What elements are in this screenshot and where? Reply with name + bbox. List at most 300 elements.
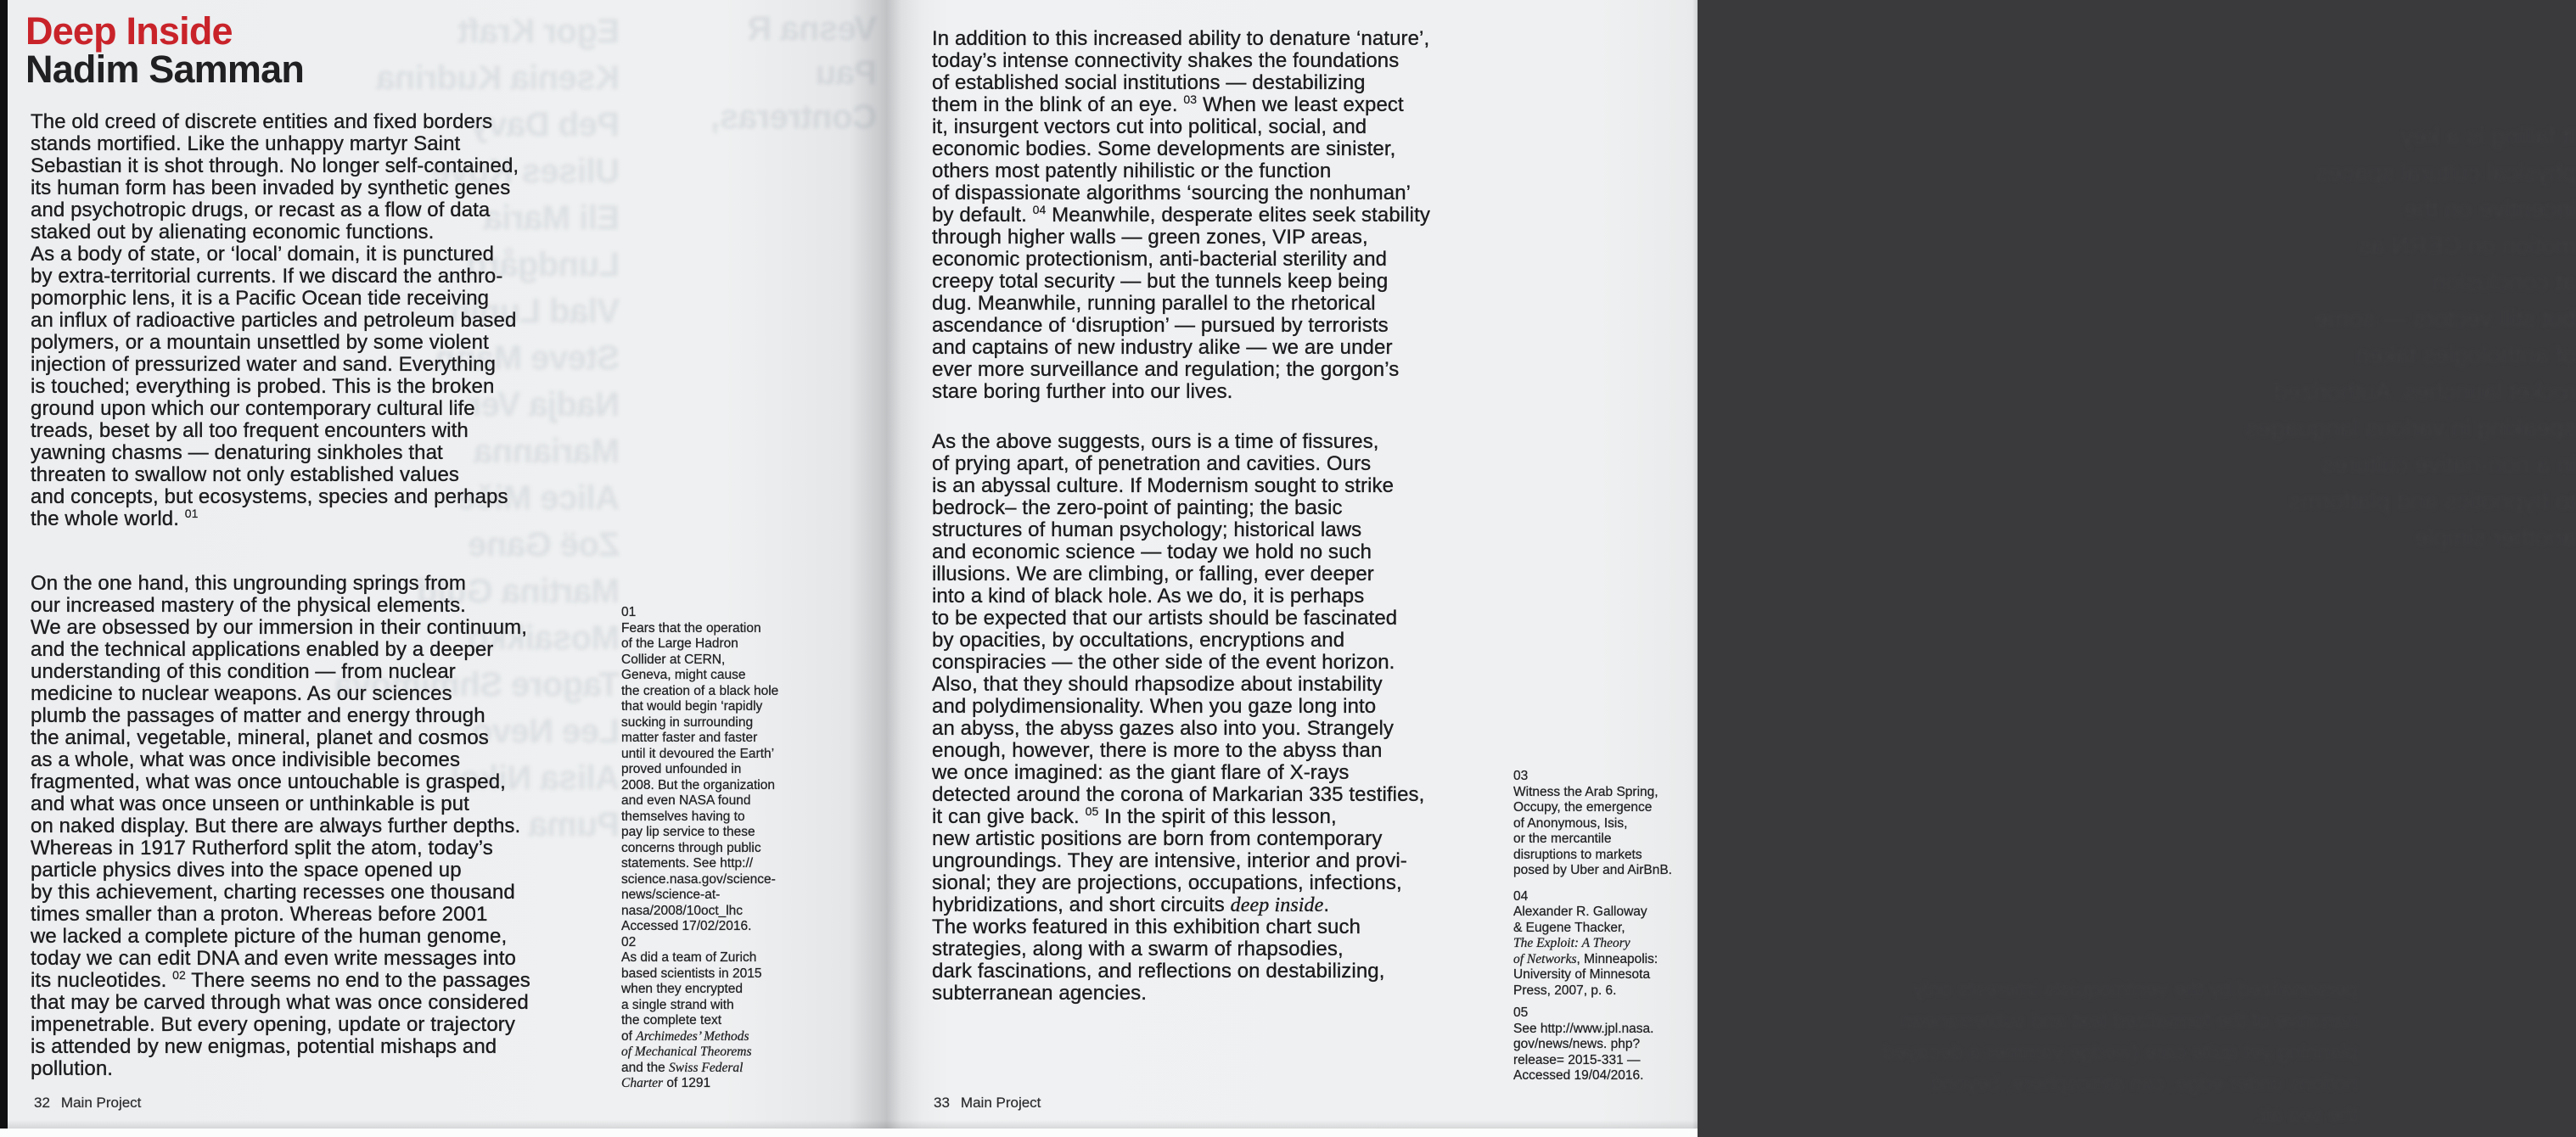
text-line (932, 961, 1509, 983)
text-line (932, 315, 1509, 337)
footnote-reference: 05 (1085, 804, 1099, 818)
text-segment: Steve Mann (435, 339, 620, 377)
text-line (31, 376, 625, 398)
text-line (1513, 905, 1696, 921)
text-line (1513, 1053, 1696, 1069)
text-segment: we lacked a complete picture of the human genome, (31, 925, 508, 948)
text-segment: detected around the corona of Markarian 335 testifies, (932, 783, 1425, 806)
text-line (31, 310, 625, 332)
text-segment: into a kind of black hole. As we do, it is perhaps (932, 585, 1365, 608)
text-segment: Meanwhile, desperate elites seek stability (1046, 204, 1430, 227)
text-line (621, 825, 825, 841)
text-segment: of (621, 1028, 637, 1044)
text-segment: The old creed of discrete entities and fixed borders (31, 110, 493, 133)
text-line (932, 762, 1509, 784)
italic-text: of Networks (1513, 951, 1577, 966)
text-line (31, 486, 625, 508)
text-line (932, 249, 1509, 271)
text-segment: them in the blink of an eye. (932, 93, 1184, 116)
text-line (621, 621, 825, 637)
text-line (932, 359, 1509, 381)
footnote-number: 03 (1513, 769, 1529, 783)
text-segment: economic protectionism, anti-bacterial sterility and (932, 248, 1388, 271)
text-line (31, 860, 625, 882)
text-line (711, 7, 877, 51)
text-line (31, 244, 625, 266)
text-segment: by this achievement, charting recesses one thousand (31, 881, 515, 904)
italic-text: deep inside (1230, 894, 1324, 916)
text-segment: others most patently nihilistic or the function (932, 160, 1332, 182)
text-segment: today’s intense connectivity shakes the foundations (932, 49, 1400, 72)
text-segment: the animal, vegetable, mineral, planet and cosmos (31, 726, 489, 749)
text-segment: impenetrable. But every opening, update or trajectory (31, 1013, 515, 1036)
text-line (31, 661, 625, 683)
text-line (1939, 338, 2576, 374)
text-line (1939, 301, 2576, 338)
body-text-column (932, 28, 1509, 1005)
text-segment: pollution. (31, 1057, 114, 1080)
text-line (621, 1045, 825, 1061)
text-segment: matter faster and faster (621, 731, 758, 745)
text-line (621, 998, 825, 1014)
text-line (621, 966, 825, 983)
text-segment: release= 2015-331 — (1513, 1052, 1641, 1067)
text-line (621, 950, 825, 966)
text-segment: ascendance of ‘disruption’ — pursued by terrorists (932, 314, 1389, 337)
text-segment: illusions. We are climbing, or falling, ever deeper (932, 563, 1374, 585)
text-line (1513, 936, 1696, 952)
scan-edge-bottom (0, 1129, 1698, 1137)
text-line (621, 919, 825, 935)
text-segment: narrative of the formalized text and subterranean (1900, 1009, 2358, 1033)
text-segment: Contreras, (710, 98, 877, 136)
footnote-number: 04 (1513, 888, 1529, 904)
text-line (1513, 1068, 1696, 1084)
text-line (31, 464, 625, 486)
text-segment: physical cultural spaces (2315, 160, 2576, 187)
text-line (932, 850, 1509, 872)
text-line (932, 740, 1509, 762)
footnote-reference: 04 (1032, 203, 1047, 216)
text-line (932, 894, 1509, 916)
text-line (306, 55, 620, 102)
text-segment: Peb Davy (469, 106, 620, 143)
text-segment: as a whole, what was once indivisible becomes (31, 748, 461, 771)
text-segment: Nadja Ver (469, 386, 620, 423)
text-line (1939, 155, 2576, 192)
text-segment: at conclusion (2432, 269, 2576, 296)
text-line (621, 809, 825, 826)
text-segment: the sea air. (2253, 1103, 2358, 1127)
text-segment: and polydimensionality. When you gaze long into (932, 695, 1377, 718)
text-segment: University of Minnesota (1513, 967, 1651, 982)
text-line (1939, 228, 2576, 265)
text-line (932, 585, 1509, 608)
text-segment: we once imagined: as the giant flare of X-rays (932, 761, 1350, 784)
text-line (932, 652, 1509, 674)
text-line (932, 227, 1509, 249)
text-segment: is touched; everything is probed. This is the broken (31, 375, 495, 398)
text-line (31, 904, 625, 926)
text-line (1939, 374, 2576, 411)
footnote-number: 05 (1513, 1005, 1529, 1020)
scan-edge-right (1692, 0, 1698, 1137)
text-line (31, 815, 625, 837)
text-segment: As did a team of Zurich (621, 950, 757, 965)
text-segment: pomorphic lens, it is a Pacific Ocean tide receiving (31, 287, 490, 310)
text-line (932, 497, 1509, 519)
text-line (31, 111, 625, 133)
text-segment: another simple (2414, 524, 2576, 552)
text-line (1513, 863, 1696, 879)
text-segment: Geneva, might cause (621, 668, 746, 682)
italic-text: Archimedes’ Methods (636, 1028, 749, 1044)
text-segment: pay lip service to these (621, 825, 755, 839)
text-line (31, 442, 625, 464)
text-line (621, 715, 825, 731)
text-segment: There seems no end to the passages (185, 969, 530, 992)
text-line (932, 630, 1509, 652)
text-segment: . (1323, 893, 1330, 916)
text-segment: stare boring further into our lives. (932, 380, 1233, 403)
text-line (711, 51, 877, 95)
text-segment: news/science-at- (621, 888, 721, 902)
text-segment: subterranean agencies. (932, 982, 1148, 1005)
text-segment: based scientists in 2015 (621, 966, 762, 981)
text-segment: personalized by the ventriloquists interests only (1913, 977, 2358, 1001)
text-segment: science.nasa.gov/science- (621, 871, 776, 887)
text-line (31, 573, 625, 595)
text-segment: of dispassionate algorithms ‘sourcing the nonhuman’ (932, 182, 1411, 204)
article-title: Deep Inside (25, 9, 233, 53)
footnote-05 (1513, 1005, 1696, 1084)
text-line (1513, 967, 1696, 983)
footnote-02 (621, 935, 825, 1092)
text-segment: and psychotropic drugs, or recast as a flow of data (31, 199, 491, 221)
text-segment: Mosaikko (468, 619, 620, 657)
text-segment: of prying apart, of penetration and cavities. Ours (932, 452, 1372, 475)
text-segment: & Eugene Thacker, (1513, 920, 1625, 935)
text-segment: yawning chasms — denaturing sinkholes that (31, 441, 443, 464)
text-segment: and captains of new industry alike — we are under (932, 336, 1393, 359)
text-segment: sucking in surrounding (621, 714, 754, 730)
text-line (1513, 800, 1696, 816)
text-line (1939, 192, 2576, 228)
text-segment: stands mortified. Like the unhappy martyr Saint (31, 132, 461, 155)
text-line (306, 8, 620, 55)
text-segment: The works featured in this exhibition chart such (932, 916, 1361, 938)
text-segment: themselves having to (621, 809, 745, 824)
page-number: 32 (34, 1095, 50, 1111)
text-segment: the whole world. (31, 507, 185, 530)
text-line (932, 94, 1509, 116)
page-footer (934, 1095, 1041, 1112)
text-segment: motion on CERN as (2358, 232, 2576, 260)
text-line (932, 983, 1509, 1005)
page-left (0, 0, 883, 1137)
text-line (31, 749, 625, 771)
text-segment: until it devoured the Earth’ (621, 746, 775, 761)
text-segment: and economic science — today we hold no such (932, 540, 1372, 563)
text-line (932, 806, 1509, 828)
text-segment: and the (621, 1060, 670, 1075)
footnote-number: 02 (621, 934, 637, 949)
text-line (932, 293, 1509, 315)
text-segment: ground upon which our contemporary cultural life (31, 397, 475, 420)
text-segment: bedrock– the zero-point of painting; the basic (932, 496, 1343, 519)
text-line (932, 563, 1509, 585)
text-segment: its nucleotides. (31, 969, 173, 992)
text-segment: Puma (529, 806, 620, 843)
footnote-column (1513, 769, 1696, 1084)
bleed-through-text (1815, 974, 2358, 1131)
text-segment: plumb the passages of matter and energy through (31, 704, 485, 727)
text-line (621, 888, 825, 904)
text-segment: in a non-native cultures (2321, 451, 2576, 479)
text-segment: structures of human psychology; historical laws (932, 518, 1362, 541)
text-segment: It falling is a key (2400, 123, 2576, 150)
text-segment: of 1291 (663, 1076, 711, 1090)
text-line (932, 784, 1509, 806)
text-segment: of Anonymous, Isis, (1513, 815, 1628, 831)
page-number: 33 (934, 1095, 950, 1111)
text-line (31, 1036, 625, 1058)
text-segment: Whereas in 1917 Rutherford split the atom, today’s (31, 837, 493, 860)
text-segment: rocket launches. Authorized (2273, 378, 2576, 406)
text-segment: the creation of a black hole (621, 683, 779, 698)
text-segment: staked out by alienating economic functions. (31, 221, 435, 244)
text-segment: through higher walls — green zones, VIP areas, (932, 226, 1368, 249)
text-segment: On the one hand, this ungrounding springs from (31, 572, 466, 595)
text-line (621, 778, 825, 794)
text-line (932, 337, 1509, 359)
text-line (1815, 1100, 2358, 1131)
text-line (31, 793, 625, 815)
text-line (932, 938, 1509, 961)
text-segment: gov/news/news. php? (1513, 1037, 1641, 1051)
text-line (621, 684, 825, 700)
bleed-through-text (711, 7, 877, 139)
text-segment: particle physics dives into the space opened up (31, 859, 462, 882)
text-line (1513, 952, 1696, 968)
text-line (31, 221, 625, 244)
text-line (31, 332, 625, 354)
text-segment: our increased mastery of the physical elements. (31, 594, 466, 617)
footnote-text (1513, 785, 1696, 879)
text-line (31, 771, 625, 793)
page-footer (34, 1095, 141, 1112)
footnote-01 (621, 605, 825, 935)
text-segment: Martina Guld (417, 573, 620, 610)
text-line (31, 595, 625, 617)
text-line (932, 674, 1509, 696)
text-segment: strategies, along with a swarm of rhapsodies, (932, 938, 1344, 961)
text-line (932, 116, 1509, 138)
text-segment: when they encrypted (621, 982, 744, 996)
text-segment: In the spirit of this lesson, (1098, 805, 1337, 828)
text-segment: Press, 2007, p. 6. (1513, 983, 1617, 998)
text-line (31, 199, 625, 221)
text-segment: dark fascinations, and reflections on destabilizing, (932, 960, 1385, 983)
text-segment: it can give back. (932, 805, 1086, 828)
text-line (621, 653, 825, 669)
text-segment: notions under edge, can atmosphere, beyond (1930, 1072, 2358, 1095)
text-segment: disruptions to markets (1513, 847, 1642, 862)
text-line (621, 982, 825, 998)
text-line (1513, 832, 1696, 848)
text-line (1513, 848, 1696, 864)
text-segment: Lee Nevo (472, 713, 620, 750)
text-segment: of the Large Hadron (621, 636, 738, 651)
text-line (932, 160, 1509, 182)
text-line (621, 872, 825, 888)
text-line (621, 636, 825, 653)
footnote-text (1513, 1022, 1696, 1084)
text-segment: injection of pressurized water and sand. Everything (31, 353, 497, 376)
text-line (1939, 411, 2576, 447)
text-segment: polymers, or a mountain unsettled by some violent (31, 331, 489, 354)
text-line (711, 95, 877, 139)
text-line (1939, 520, 2576, 557)
text-segment: enough, however, there is more to the abyss than (932, 739, 1383, 762)
text-segment: threaten to swallow not only established values (31, 463, 459, 486)
text-line (1815, 1005, 2358, 1037)
page-bottom-shadow (0, 1120, 1698, 1129)
text-line (621, 1013, 825, 1029)
text-segment: an influx of radioactive particles and petroleum based (31, 309, 517, 332)
text-segment: but still vectors — some (2315, 305, 2576, 333)
text-line (1939, 484, 2576, 520)
text-line (1513, 921, 1696, 937)
text-segment: a single strand with (621, 997, 734, 1012)
text-segment: Marianna (474, 433, 620, 470)
text-segment: Sebastian it is shot through. No longer self-contained, (31, 154, 519, 177)
text-line (621, 841, 825, 857)
text-segment: to hypnotics and platforms (2288, 488, 2576, 515)
text-segment: on naked display. But there are always further depths. (31, 815, 521, 837)
text-line (31, 705, 625, 727)
footnote-text (621, 950, 825, 1092)
text-segment: See http://www.jpl.nasa. (1513, 1021, 1654, 1036)
text-segment: Alexander R. Galloway (1513, 905, 1647, 919)
text-segment: , Minneapolis: (1576, 951, 1658, 966)
paragraph (31, 573, 625, 1080)
text-line (31, 727, 625, 749)
text-segment: an abyss, the abyss gazes also into you. Strangely (932, 717, 1394, 740)
text-segment: sional; they are projections, occupations, infections, (932, 871, 1402, 894)
text-segment: Pau (816, 54, 877, 92)
text-segment: Vlad Lunin (450, 293, 620, 330)
text-segment: Accessed 17/02/2016. (621, 919, 752, 933)
text-segment: Ksenia Kudrina (376, 59, 620, 97)
text-segment: nasa/2008/10oct_lhc (621, 903, 744, 918)
text-line (621, 1029, 825, 1045)
paragraph (932, 431, 1509, 1005)
text-segment: speaking in various languages (2244, 415, 2576, 442)
text-line (621, 762, 825, 778)
text-line (932, 431, 1509, 453)
text-line (621, 747, 825, 763)
article-header (25, 9, 305, 91)
footnote-reference: 03 (1183, 92, 1198, 106)
text-segment: today we can edit DNA and even write messages into (31, 947, 516, 970)
text-segment: Lundgård (466, 246, 620, 283)
text-line (932, 138, 1509, 160)
text-segment: concerns through public (621, 840, 761, 855)
italic-text: of Mechanical Theorems (621, 1045, 752, 1059)
text-line (31, 683, 625, 705)
text-line (31, 288, 625, 310)
scan-edge-left (0, 0, 8, 1137)
text-line (932, 204, 1509, 227)
text-line (31, 992, 625, 1014)
footnote-text (1513, 905, 1696, 999)
text-segment: Zoë Gane (468, 526, 620, 563)
text-segment: dug. Meanwhile, running parallel to the rhetorical (932, 292, 1376, 315)
text-segment: and the technical applications enabled by a deeper (31, 638, 494, 661)
text-segment: Also, that they should rhapsodize about instability (932, 673, 1383, 696)
text-segment: and even NASA found (621, 793, 751, 808)
text-line (932, 828, 1509, 850)
text-segment: is attended by new enigmas, potential mishaps and (31, 1035, 497, 1058)
bleed-through-text (1939, 119, 2576, 557)
text-line (31, 639, 625, 661)
text-segment: Tagore Shmimova (334, 666, 620, 703)
text-segment: treads, beset by all too frequent encounters with (31, 419, 469, 442)
text-segment: As the above suggests, ours is a time of fissures, (932, 430, 1379, 453)
text-segment: ungroundings. They are intensive, interior and provi- (932, 849, 1407, 872)
footnote-column (621, 605, 825, 1092)
text-segment: Collider at CERN, (621, 652, 726, 667)
text-line (932, 916, 1509, 938)
text-segment: Ulises Kove (431, 153, 620, 190)
text-line (932, 453, 1509, 475)
text-line (621, 904, 825, 920)
text-segment: of established social institutions — destabilizing (932, 71, 1366, 94)
italic-text: Charter (621, 1076, 664, 1090)
text-line (31, 617, 625, 639)
text-line (31, 1058, 625, 1080)
footnote-04 (1513, 889, 1696, 1000)
footnote-reference: 02 (172, 968, 186, 982)
text-segment: Witness the Arab Spring, (1513, 784, 1658, 799)
text-line (1513, 1022, 1696, 1038)
text-segment: Alisa Nikol (450, 759, 620, 797)
text-line (31, 398, 625, 420)
text-segment: fragmented, what was once untouchable is grasped, (31, 770, 506, 793)
text-segment: medicine to nuclear weapons. As our sciences (31, 682, 452, 705)
text-line (932, 519, 1509, 541)
text-line (932, 696, 1509, 718)
footnote-reference: 01 (184, 507, 199, 520)
text-segment: Fears that the operation (621, 620, 761, 636)
text-segment: conspiracies — the other side of the event horizon. (932, 651, 1395, 674)
text-line (31, 133, 625, 155)
text-line (31, 837, 625, 860)
text-segment: Egor Kraft (457, 13, 620, 50)
text-segment: Occupy, the emergence (1513, 800, 1653, 815)
text-segment: times smaller than a proton. Whereas before 2001 (31, 903, 488, 926)
text-line (1513, 1037, 1696, 1053)
text-line (1815, 1037, 2358, 1068)
text-segment: hybridizations, and short circuits (932, 893, 1231, 916)
section-label: Main Project (60, 1095, 142, 1111)
text-segment: the complete text (621, 1013, 722, 1028)
text-line (621, 699, 825, 715)
text-segment: that would begin ‘rapidly (621, 699, 763, 714)
text-segment: of anthologies taken (2355, 342, 2576, 369)
text-line (932, 608, 1509, 630)
